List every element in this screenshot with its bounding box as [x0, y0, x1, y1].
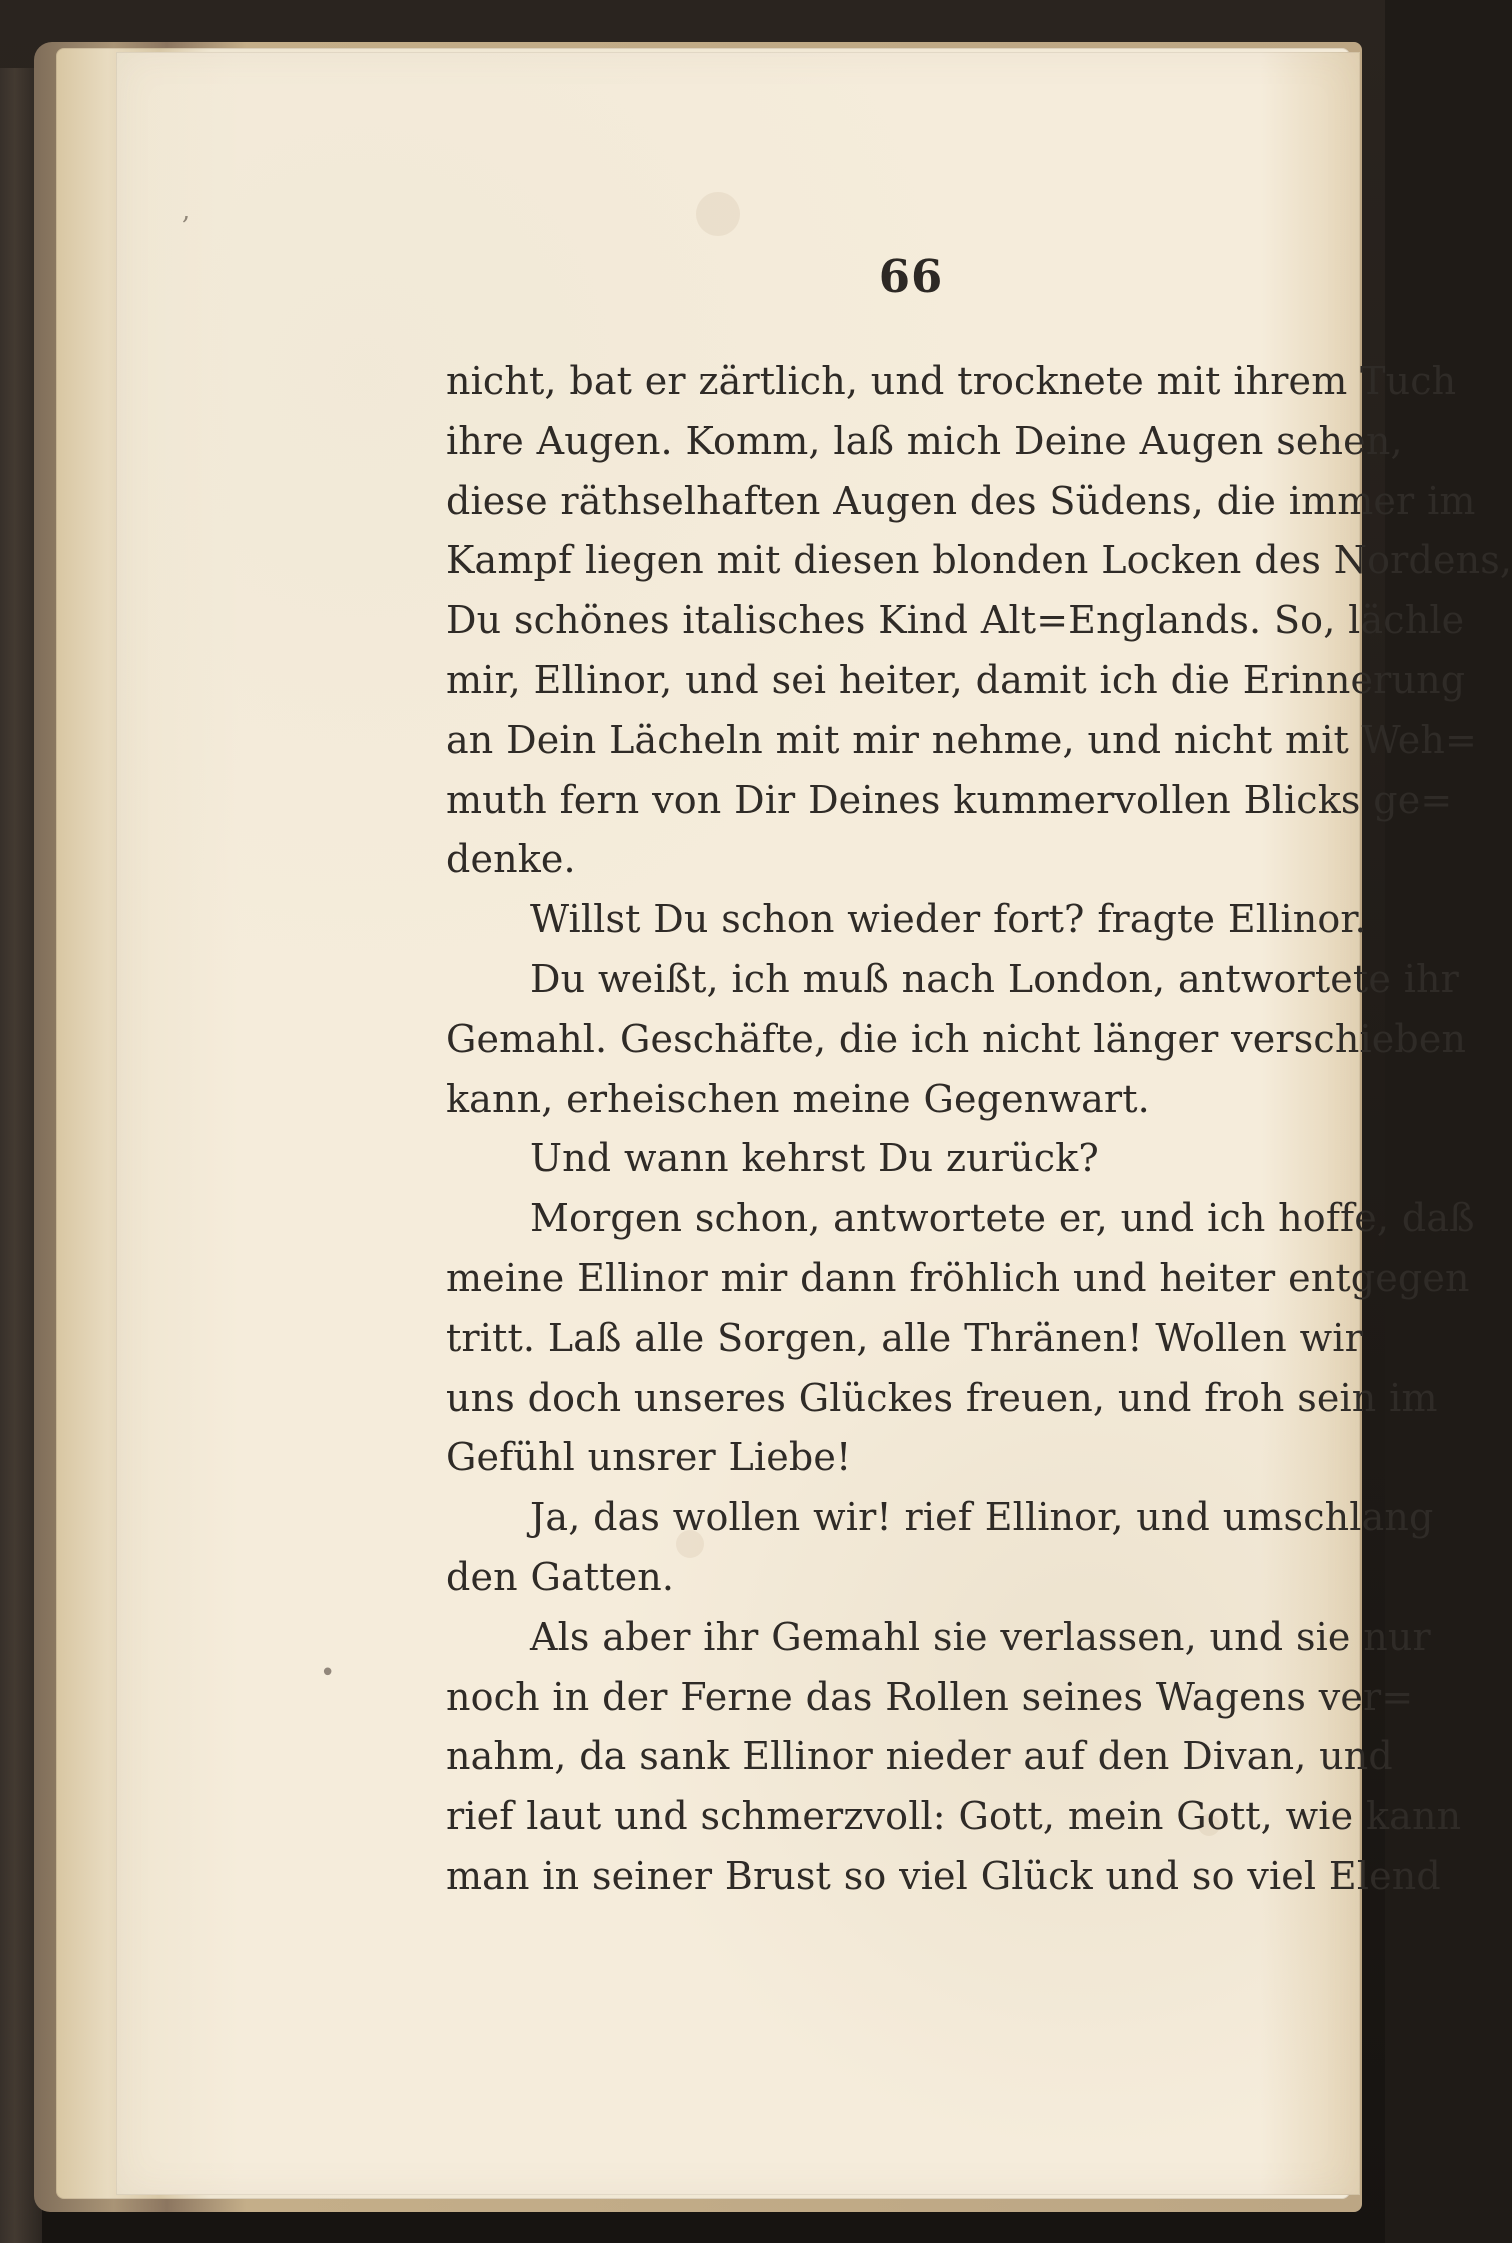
- text-line: uns doch unseres Glückes freuen, und froh sein im: [446, 1375, 1438, 1420]
- page-number: 66: [878, 250, 944, 303]
- text-line: denke.: [446, 837, 576, 882]
- text-line: Als aber ihr Gemahl sie verlassen, und sie nur: [530, 1614, 1431, 1659]
- text-line: meine Ellinor mir dann fröhlich und heiter entgegen: [446, 1255, 1470, 1300]
- text-line: Gemahl. Geschäfte, die ich nicht länger verschieben: [446, 1016, 1467, 1061]
- text-line: noch in der Ferne das Rollen seines Wagens ver=: [446, 1674, 1414, 1719]
- text-line: rief laut und schmerzvoll: Gott, mein Gott, wie kann: [446, 1794, 1462, 1839]
- book-page: [116, 52, 1512, 2195]
- paper-stain: [696, 192, 740, 236]
- text-line: Und wann kehrst Du zurück?: [530, 1136, 1099, 1181]
- text-line: Ja, das wollen wir! rief Ellinor, und umschlang: [530, 1495, 1434, 1540]
- text-line: kann, erheischen meine Gegenwart.: [446, 1076, 1150, 1121]
- page-text: [446, 352, 1512, 1907]
- text-line: Morgen schon, antwortete er, und ich hoffe, daß: [530, 1196, 1475, 1241]
- text-line: mir, Ellinor, und sei heiter, damit ich die Erinnerung: [446, 657, 1466, 702]
- text-line: Du schönes italisches Kind Alt=Englands. So, lächle: [446, 598, 1465, 643]
- text-line: muth fern von Dir Deines kummervollen Blicks ge=: [446, 777, 1453, 822]
- paper-mark: •: [320, 1658, 336, 1688]
- text-line: den Gatten.: [446, 1554, 675, 1599]
- paper-mark: ,: [182, 196, 191, 226]
- text-line: man in seiner Brust so viel Glück und so viel Elend: [446, 1853, 1441, 1898]
- text-line: Du weißt, ich muß nach London, antwortete ihr: [530, 956, 1459, 1001]
- text-line: Kampf liegen mit diesen blonden Locken des Nordens,: [446, 538, 1512, 583]
- text-line: ihre Augen. Komm, laß mich Deine Augen sehen,: [446, 418, 1403, 463]
- text-line: Willst Du schon wieder fort? fragte Ellinor.: [530, 897, 1367, 942]
- text-line: nahm, da sank Ellinor nieder auf den Divan, und: [446, 1734, 1393, 1779]
- text-line: Gefühl unsrer Liebe!: [446, 1435, 852, 1480]
- text-line: tritt. Laß alle Sorgen, alle Thränen! Wollen wir: [446, 1315, 1363, 1360]
- text-line: diese räthselhaften Augen des Südens, die immer im: [446, 478, 1476, 523]
- text-line: nicht, bat er zärtlich, und trocknete mit ihrem Tuch: [446, 359, 1457, 403]
- text-line: an Dein Lächeln mit mir nehme, und nicht mit Weh=: [446, 717, 1478, 762]
